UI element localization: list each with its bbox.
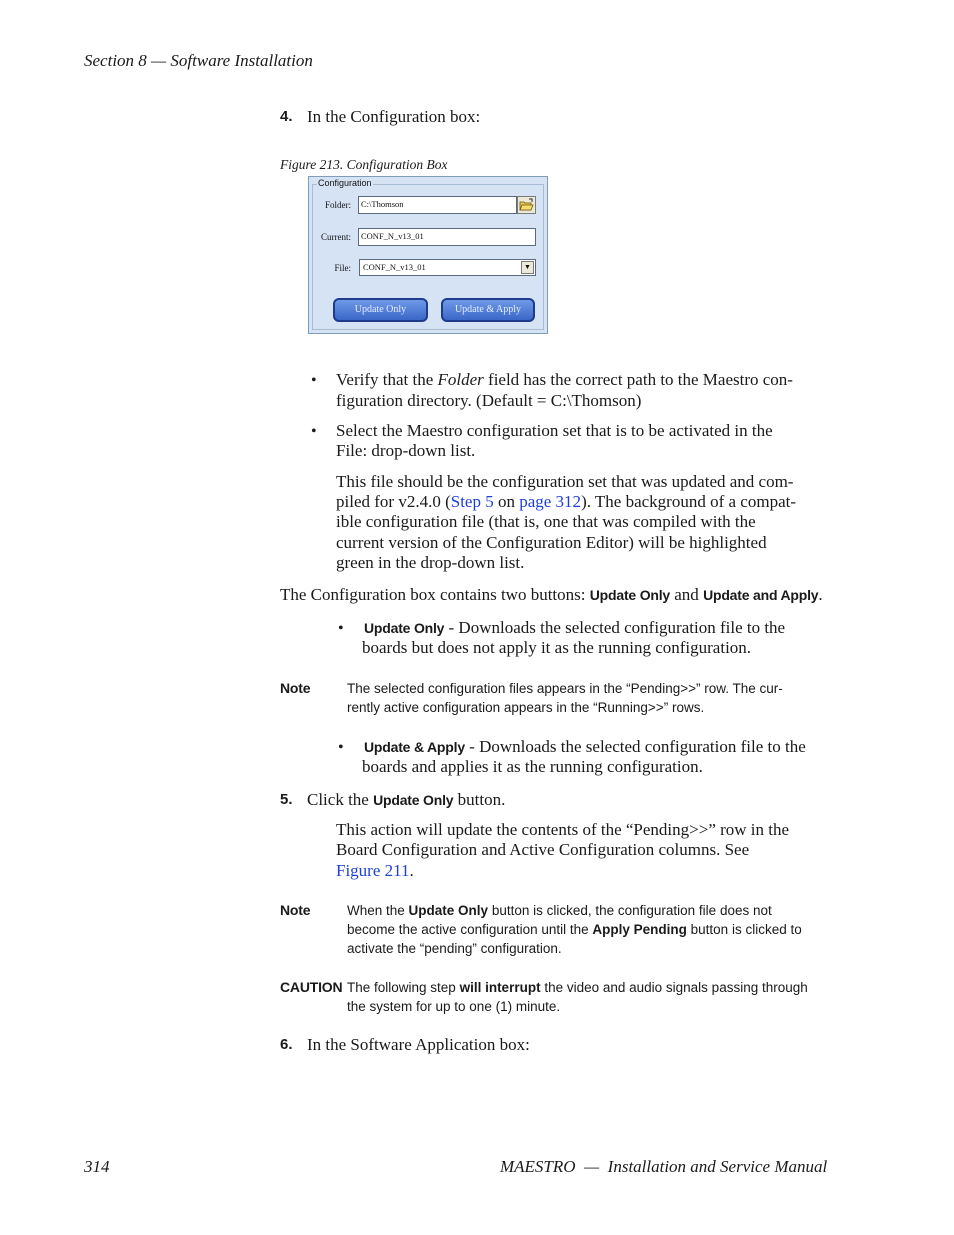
bullet-verify-line1: Verify that the Folder field has the correct path to the Maestro con- (336, 370, 793, 389)
page-number: 314 (84, 1157, 110, 1176)
two-buttons-sentence: The Configuration box contains two buttons: Update Only and Update and Apply. (280, 585, 823, 604)
step-5-text: Click the Update Only button. (307, 790, 506, 809)
para-compat-line5: green in the drop-down list. (336, 553, 525, 572)
note1-line1: The selected configuration files appears in the “Pending>>” row. The cur- (347, 681, 783, 696)
bullet-update-apply-line1: Update & Apply - Downloads the selected configuration file to the (364, 737, 806, 756)
step-5-para-line3: Figure 211. (336, 861, 414, 880)
browse-folder-button[interactable] (517, 196, 536, 214)
file-dropdown-arrow[interactable] (521, 261, 534, 274)
chevron-down-icon: ▼ (524, 263, 531, 271)
file-dropdown[interactable]: CONF_N_v13_01 (359, 259, 536, 276)
step-4-text: In the Configuration box: (307, 107, 481, 126)
file-label: File: (334, 263, 351, 273)
bullet-icon: • (338, 739, 344, 756)
step-6-text: In the Software Application box: (307, 1035, 530, 1054)
bullet-verify-line2: figuration directory. (Default = C:\Thomson) (336, 391, 642, 410)
bullet-icon: • (311, 372, 317, 389)
configuration-legend: Configuration (318, 178, 372, 188)
running-footer-title: MAESTRO — Installation and Service Manual (500, 1157, 828, 1176)
para-compat-line4: current version of the Configuration Editor) will be highlighted (336, 533, 767, 552)
bullet-update-only-line2: boards but does not apply it as the running configuration. (362, 638, 752, 657)
current-label: Current: (321, 232, 351, 242)
caution-line2: the system for up to one (1) minute. (347, 999, 561, 1014)
current-field: CONF_N_v13_01 (358, 228, 536, 246)
caution-label: CAUTION (280, 979, 343, 995)
step-4-number: 4. (280, 108, 293, 125)
note2-line2: become the active configuration until the Apply Pending button is clicked to (347, 922, 802, 937)
running-header: Section 8 — Software Installation (84, 51, 313, 70)
bullet-icon: • (311, 423, 317, 440)
caution-line1: The following step will interrupt the video and audio signals passing through (347, 980, 808, 995)
note-label: Note (280, 902, 311, 918)
figure-caption: Figure 213. Configuration Box (280, 157, 448, 172)
page-312-link[interactable]: page 312 (519, 492, 582, 511)
step-6-number: 6. (280, 1036, 293, 1053)
open-folder-icon (518, 197, 535, 213)
update-apply-button[interactable]: Update & Apply (441, 298, 535, 322)
bullet-update-apply-line2: boards and applies it as the running configuration. (362, 757, 703, 776)
note1-line2: rently active configuration appears in the “Running>>” rows. (347, 700, 705, 715)
folder-field[interactable]: C:\Thomson (358, 196, 517, 214)
para-compat-line3: ible configuration file (that is, one that was compiled with the (336, 512, 756, 531)
para-compat-line1: This file should be the configuration set that was updated and com- (336, 472, 794, 491)
update-only-button[interactable]: Update Only (333, 298, 428, 322)
para-compat-line2: piled for v2.4.0 (Step 5 on page 312). The background of a compat- (336, 492, 797, 511)
bullet-update-only-line1: Update Only - Downloads the selected configuration file to the (364, 618, 786, 637)
bullet-select-line2: File: drop-down list. (336, 441, 476, 460)
bullet-select-line1: Select the Maestro configuration set that is to be activated in the (336, 421, 773, 440)
step-5-link[interactable]: Step 5 (450, 492, 494, 511)
step-5-number: 5. (280, 791, 293, 808)
folder-label: Folder: (325, 200, 351, 210)
step-5-para-line2: Board Configuration and Active Configuration columns. See (336, 840, 750, 859)
note2-line1: When the Update Only button is clicked, the configuration file does not (347, 903, 772, 918)
figure-211-link[interactable]: Figure 211 (336, 861, 410, 880)
bullet-icon: • (338, 620, 344, 637)
note-label: Note (280, 680, 311, 696)
note2-line3: activate the “pending” configuration. (347, 941, 562, 956)
step-5-para-line1: This action will update the contents of the “Pending>>” row in the (336, 820, 790, 839)
